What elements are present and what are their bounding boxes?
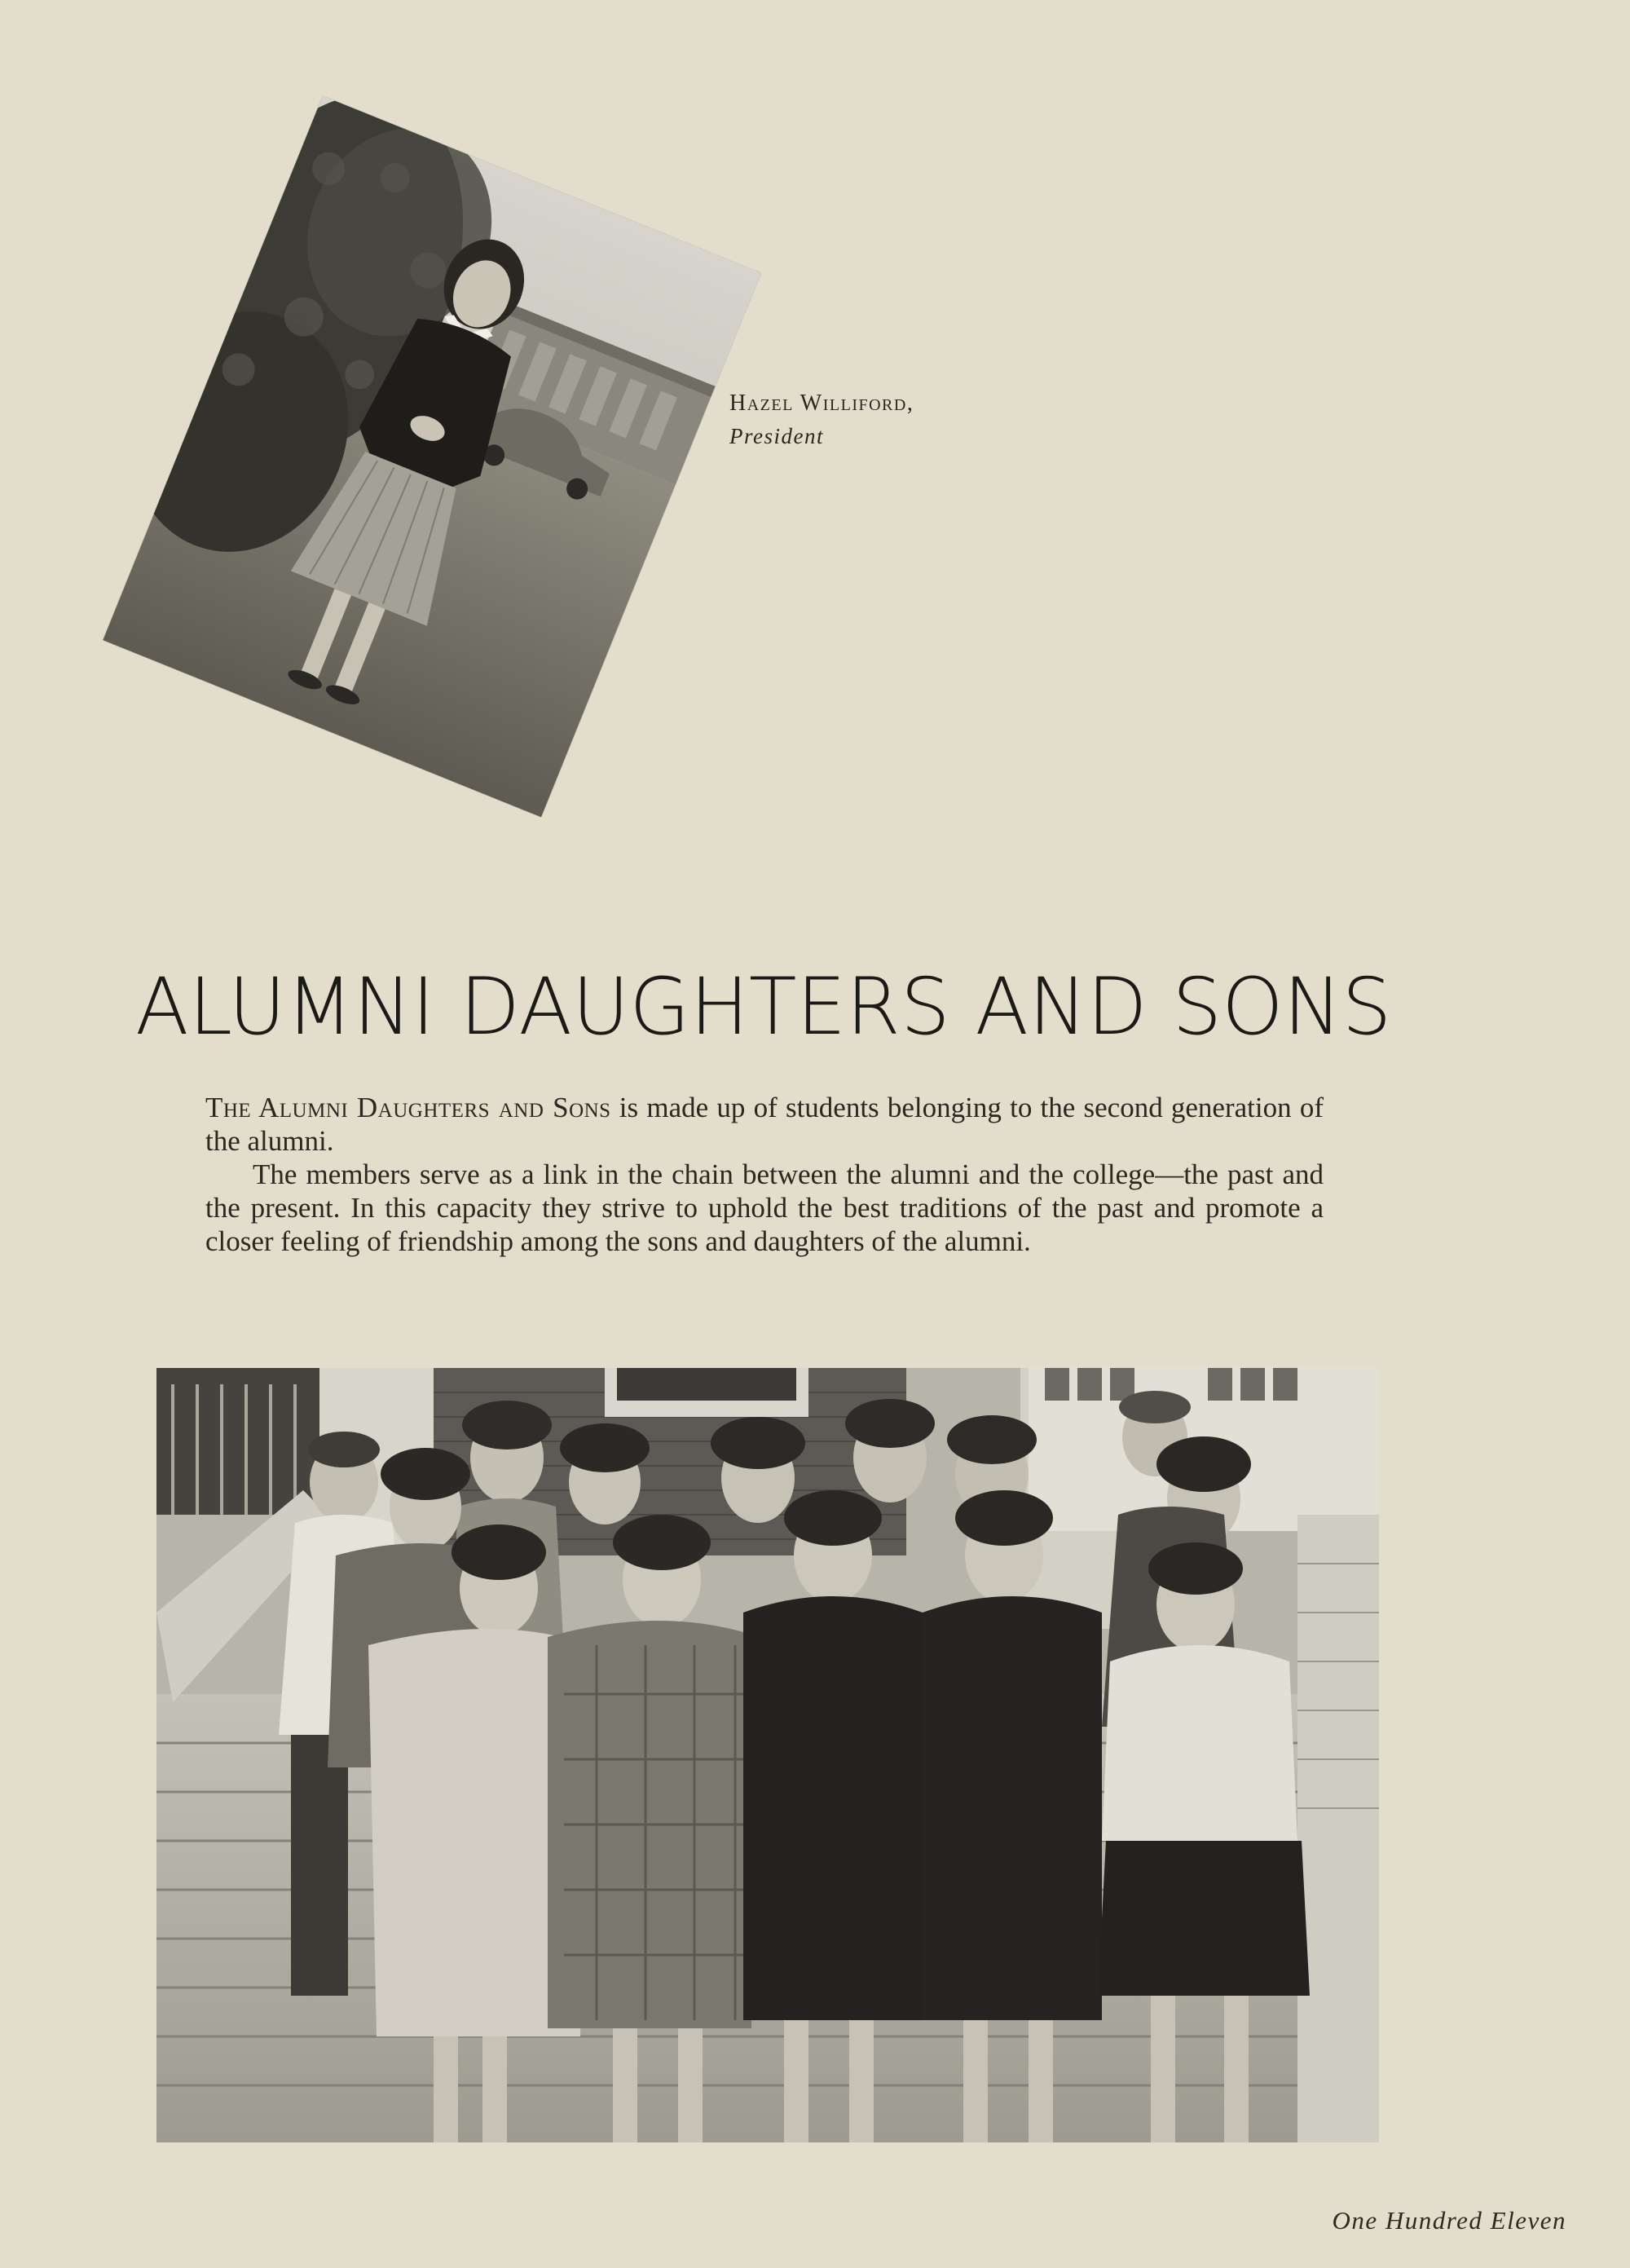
group-image <box>156 1368 1379 2142</box>
article-body <box>205 1091 1324 1258</box>
portrait-image <box>103 96 760 818</box>
paragraph-1-text: is made up of students belonging to the second generation of the alumni. <box>205 1092 1324 1157</box>
paragraph-1-lead: The Alumni Daughters and Sons <box>205 1092 611 1123</box>
caption-name: Hazel Williford, <box>729 391 914 416</box>
portrait-caption <box>729 387 914 452</box>
page-number: One Hundred Eleven <box>1332 2206 1566 2235</box>
paragraph-1 <box>205 1091 1324 1158</box>
paragraph-2: The members serve as a link in the chain between the alumni and the college—the past and the present. In this capacity they strive to uphold the best traditions of the past and promote a closer feeling of friendship among the sons and daughters of the alumni. <box>205 1158 1324 1257</box>
caption-role: President <box>729 424 824 448</box>
page-title: ALUMNI DAUGHTERS AND SONS <box>135 961 1392 1052</box>
president-portrait-photo <box>103 96 760 818</box>
group-photo <box>156 1368 1379 2142</box>
